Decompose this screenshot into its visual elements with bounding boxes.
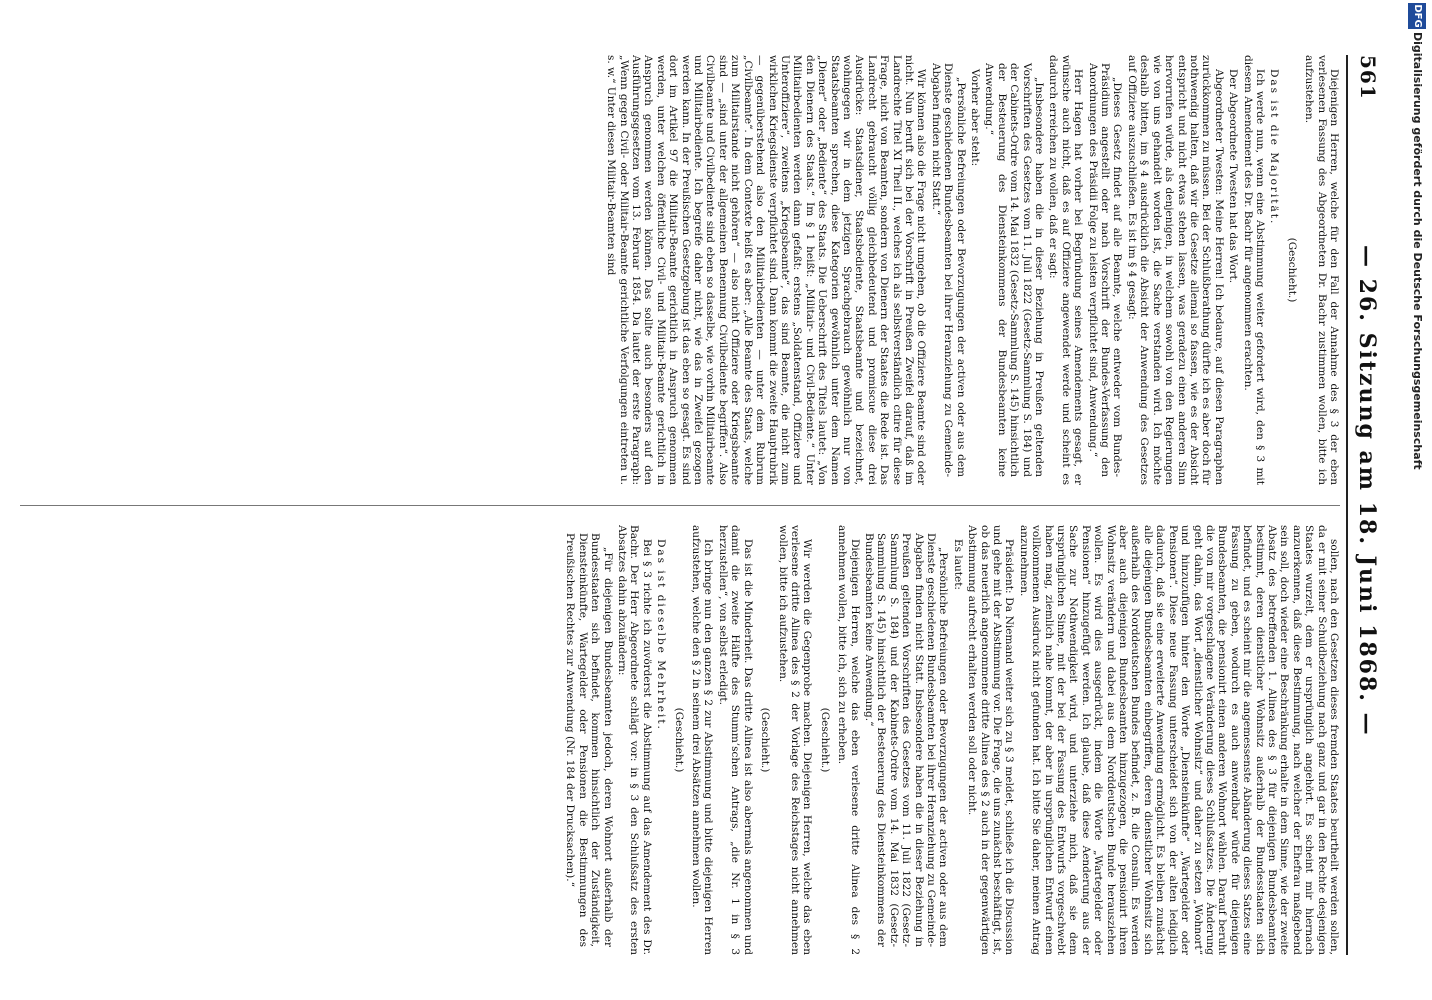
quotation: „Für diejenigen Bundesbeamten jedoch, deren Wohnort außerhalb der Bundesstaaten sich befindet, kommen hinsichtlich der Zuständigkeit, Diensteinkünfte, Wartegelder oder Pensionen die Bestimmungen des Preußischen Rechtes zur Anwendung (Nr. 184 der Drucksachen).“: [564, 533, 614, 947]
paragraph: Vorher aber steht:: [969, 69, 982, 167]
dfg-funding-strip: [1402, 0, 1432, 1000]
paragraph: Wir können also die Frage nicht umgehen, ob die Offiziere Beamte sind oder nicht. Nun beruft sich bei der Vorschrift in Preußen Zweifel darauf, daß im Landrechte Titel XI Theil II., welches ich als selbstverständlich citire für diese Frage, nicht von Beamten, sondern von Dienern der Staates die Rede ist. Das Landrecht gebraucht völlig gleichbedeutend und promiscue diese drei Ausdrücke: Staatsdiener, Staatsbediente, Staatsbeamte und bezeichnet, wohingegen wir in dem jetzigen Sprachgebrauch gewöhnlich nur von Staatsbeamten sprechen, diese Kategorien gewöhnlich unter dem Namen „Diener“ oder „Bediente“ des Staats. Die Ueberschrift des Titels lautet: „Von den Dienern des Staats.“ Im § 1 heißt: „Militair- und Civil-Bediente.“ Unter Militairbedienten werden dann gefaßt: erstens „Soldatenstand, Offiziere und Unteroffiziere“, zweitens „Kriegsbeamte“, das sind Beamte, die nicht zum wirklichen Kriegsdienste verpflichtet sind. Dann kommt die zweite Hauptrubrik — gegenüberstehend also den Militairbedienten — unter dem Rubrum „Civilbeamte“. In dem Contexte heißt es aber: „Alle Beamte des Staats, welche zum Militairstande nicht gehören“ — also nicht Offiziere oder Kriegsbeamte sind — „sind unter der allgemeinen Benennung Civilbediente begriffen“. Also Civilbeamte und Civilbediente sind eben so dasselbe, wie vorhin Militairbeamte und Militairbediente. Ich begreife daher nicht, wie das in Zweifel gezogen werden kann. In der Preußischen Gesetzgebung ist das eben so gesagt. Es sind dort im Artikel 97 die Militair-Beamte gerichtlich in Anspruch genommen werden, unter welchen öffentliche Civil- und Militair-Beamte gerichtlich in Anspruch genommen werden können. Das sollte auch besonders auf den Ausführungsgesetzen vom 13. Februar 1854. Da lautet der erste Paragraph: „Wenn gegen Civil- oder Militair-Beamte gerichtliche Verfolgungen eintreten u. s. w.“ Unter diesen Militair-Beamten sind: [605, 55, 928, 485]
quotation: „Insbesondere haben die in dieser Beziehung in Preußen geltenden Vorschriften des Gesetzes vom 11. Juli 1822 (Gesetz-Sammlung S. 184) und der Cabinets-Ordre vom 14. Mai 1832 (Gesetz-Sammlung S. 145) hinsichtlich der Besteuerung des Diensteinkommens der Bundesbeamten keine Anwendung.“: [983, 63, 1046, 477]
paragraph: Diejenigen Herren, welche für den Fall der Annahme des § 3 der eben verlesenen Fassung des Abgeordneten Dr. Bachr zustimmen wollen, bitte ich aufzustehen.: [1303, 55, 1340, 485]
dfg-logo: DFG: [1408, 3, 1426, 29]
quotation: „Persönliche Befreiungen oder Bevorzugungen der activen oder aus dem Dienste geschiedenen Bundesbeamten bei ihrer Heranziehung zu Gemeinde-Abgaben finden nicht Statt. Insbesondere haben die in dieser Beziehung in Preußen geltenden Vorschriften des Gesetzes vom 11. Juli 1822 (Gesetz-Sammlung S. 184) und der Kabinets-Ordre vom 14. Mai 1832 (Gesetz-Sammlung S. 145) hinsichtlich der Besteuerung des Diensteinkommens der Bundesbeamten keine Anwendung.“: [862, 533, 950, 947]
paragraph: Der Abgeordnete Twesten hat das Wort.: [1227, 69, 1240, 284]
page-header: [1346, 55, 1382, 955]
paragraph: Diejenigen Herren, welche das eben verlesene dritte Alinea des § 2 annehmen wollen, bitte ich, sich zu erheben.: [836, 525, 861, 955]
paragraph: Das ist die Minderheit. Das dritte Alinea ist also abermals angenommen und damit die zweite Hälfte des Stumm’schen Antrags, „die Nr. 1 in § 3 herzustellen“, von selbst erledigt.: [716, 525, 754, 955]
right-column: [20, 525, 1340, 955]
paragraph: Ich werde nun, wenn eine Abstimmung weiter gefordert wird, den § 3 mit diesem Amendement des Dr. Bachr für angenommen erachten.: [1241, 55, 1266, 485]
quotation: „Persönliche Befreiungen oder Bevorzugungen der activen oder aus dem Dienste geschiedenen Bundesbeamten bei ihrer Heranziehung zu Gemeinde-Abgaben finden nicht Statt.“: [929, 63, 967, 477]
page-title: — 26. Sitzung am 18. Juni 1868. —: [1354, 245, 1380, 737]
stage-direction: (Geschieht.): [1285, 237, 1298, 303]
stage-direction: (Geschieht.): [818, 707, 831, 773]
paragraph: Es lautet:: [951, 539, 964, 590]
page-number: 561: [1356, 55, 1380, 100]
stage-direction: (Geschieht.): [672, 707, 685, 773]
speech-paragraph: Abgeordneter Twesten: Meine Herren! Ich bedaure, auf diesen Paragraphen zurückkommen zu müssen. Bei der Schlußberathung dürfte ich es aber doch für nothwendig halten, daß wir die Gesetze allemal so fassen, wie es der Absicht entspricht und nicht etwas stehen lassen, was geradezu einen anderen Sinn hervorrufen würde, als denjenigen, in welchem sowohl von den Regierungen wie von uns gehandelt worden ist, die Sache verstanden wird. Ich möchte deshalb bitten, im § 4 ausdrücklich die Absicht der Anwendung des Gesetzes auf Offiziere auszuschließen. Es ist im § 4 gesagt:: [1125, 55, 1225, 485]
quotation: „Dieses Gesetz findet auf alle Beamte, welche entweder vom Bundes-Präsidium angestellt oder nach Vorschrift der Bundes-Verfassung den Anordnungen des Präsidii Folge zu leisten verpflichtet sind, Anwendung.“: [1086, 63, 1124, 477]
paragraph: sollen, nach den Gesetzen dieses fremden Staates beurtheilt werden sollen, da er mit seiner Schuldbeziehung nach ganz und gar in den Rechte desjenigen Staates wurzelt, dem er ursprünglich angehört. Es scheint mir hiernach anzuerkennen, daß diese Bestimmung, nach welcher der Ehefrau maßgebend sein soll, doch wieder eine Beschränkung erhalte in dem Sinne, wie der zweite Absatz des betreffenden 1. Alinea des § 3 für diejenigen Bundesbeamten bestimmt, deren dienstlicher Wohnsitz außerhalb der Bundesstaaten sich befindet, und es scheint mir die angemessenste Abänderung dieses Satzes eine Fassung zu geben, wodurch es auch anwendbar würde für diejenigen Bundesbeamten, die pensionirt einen anderen Wohnort wählen. Darauf beruht die von mir vorgeschlagene Veränderung dieses Schlußsatzes. Die Änderung geht dahin, das Wort „dienstlicher Wohnsitz“ und daher zu setzen „Wohnort“ und hinzuzufügen hinter den Worte „Diensteinkünfte“ „Wartegelder oder Pensionen“. Diese neue Fassung unterscheidet sich von der alten lediglich dadurch, daß sie eine erweiterte Anwendung ermöglicht. Es bleiben zunächst alle diejenigen Bundesbeamten einbegriffen, deren dienstlicher Wohnsitz sich außerhalb des Norddeutschen Bundes befindet, z. B. die Consuln. Es werden aber auch diejenigen Bundesbeamten hinzugezogen, die pensionirt ihren Wohnsitz verändern und dabei aus dem Norddeutschen Bunde herausziehen wollen. Es wird dies ausgedrückt, indem die Worte „Wartegelder oder Pensionen“ hinzugefügt werden. Ich glaube, daß diese Aenderung aus der Sache zur Nothwendigkeit wird, und unterziehe mich, daß sie dem ursprünglichen Sinne, mit der bei der Fassung des Entwurfs vorgeschwebt haben mag, ziemlich nahe kommt, der aber in ursprünglichen Entwurf einen vollkommenen Ausdruck nicht gefunden hat. Ich bitte Sie daher, meinen Antrag anzunehmen.: [1017, 525, 1340, 955]
paragraph: Bei § 3 richte ich zuvörderst die Abstimmung auf das Amendement des Dr. Bachr. Der Herr Abgeordnete schlägt vor: in § 3 den Schlußsatz des ersten Absatzes dahin abzuändern:: [616, 525, 653, 955]
paragraph: Das ist die Majorität.: [1268, 69, 1281, 226]
column-divider: [20, 505, 1340, 506]
paragraph: Das ist dieselbe Mehrheit.: [655, 539, 668, 731]
paragraph: Ich bringe nun den ganzen § 2 zur Abstimmung und bitte diejenigen Herren aufzustehen, welche den § 2 in seinem drei Absätzen annehmen wollen.: [690, 525, 715, 955]
paragraph: Wir werden die Gegenprobe machen. Diejenigen Herren, welche das eben verlesene dritte Alinea des § 2 der Vorlage des Reichstages nicht annehmen wollen, bitte ich aufzustehen.: [776, 525, 814, 955]
left-column: [20, 55, 1340, 485]
paragraph: Herr Hagen hat vorher bei Begründung seines Amendements gesagt, er wünsche auch nicht, daß es auf Offiziere angewendet werde und scheint es dadurch erreichen zu wollen, daß er sagt:: [1047, 55, 1085, 485]
stage-direction: (Geschieht.): [759, 707, 772, 773]
speech-paragraph: Präsident: Da Niemand weiter sich zu § 3 meldet, schließe ich die Discussion und gehe mit der Abstimmung vor. Die Frage, die uns zunächst beschäftigt, ist, ob das neuerlich angenommene dritte Alinea des § 2 auch in der gegenwärtigen Abstimmung aufrecht erhalten werden soll oder nicht.: [966, 525, 1016, 955]
dfg-funding-notice: Digitalisierung gefördert durch die Deutsche Forschungsgemeinschaft: [1411, 32, 1424, 470]
